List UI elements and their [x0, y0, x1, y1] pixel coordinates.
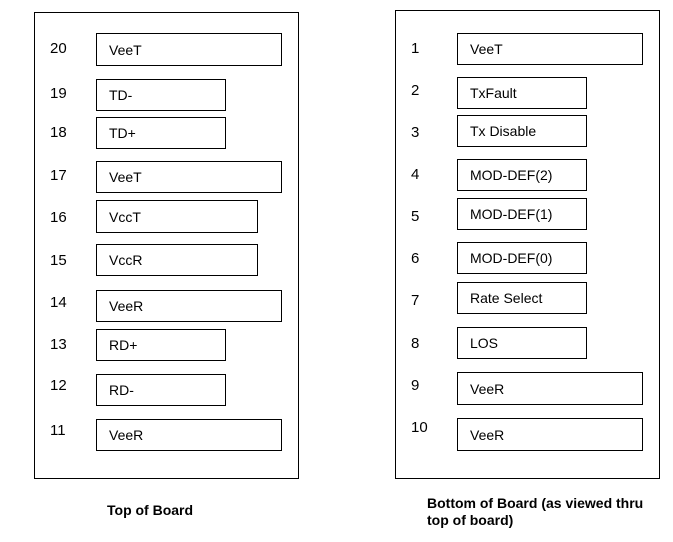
top-pin-12-number: 12 — [50, 377, 67, 394]
bottom-pin-9-number: 9 — [411, 377, 420, 394]
bottom-pin-6-number: 6 — [411, 250, 420, 267]
bottom-pin-1-label: VeeT — [457, 33, 643, 65]
bottom-pin-5-number: 5 — [411, 208, 420, 225]
bottom-pin-10-number: 10 — [411, 419, 428, 436]
bottom-board-caption: Bottom of Board (as viewed thru top of board) — [427, 495, 644, 528]
bottom-pin-8-label: LOS — [457, 327, 587, 359]
top-pin-15-label: VccR — [96, 244, 258, 276]
top-board-caption: Top of Board — [107, 502, 194, 518]
top-pin-19-number: 19 — [50, 85, 67, 102]
top-pin-20-label: VeeT — [96, 33, 282, 66]
top-pin-11-label: VeeR — [96, 419, 282, 451]
bottom-pin-5-label: MOD-DEF(1) — [457, 198, 587, 230]
bottom-pin-4-number: 4 — [411, 166, 420, 183]
bottom-pin-8-number: 8 — [411, 335, 420, 352]
bottom-pin-10-label: VeeR — [457, 418, 643, 451]
top-pin-12-label: RD- — [96, 374, 226, 406]
bottom-pin-4-label: MOD-DEF(2) — [457, 159, 587, 191]
top-pin-14-number: 14 — [50, 294, 67, 311]
bottom-pin-1-number: 1 — [411, 40, 420, 57]
top-pin-13-label: RD+ — [96, 329, 226, 361]
top-pin-20-number: 20 — [50, 40, 67, 57]
top-pin-17-label: VeeT — [96, 161, 282, 193]
top-pin-16-label: VccT — [96, 200, 258, 233]
bottom-pin-7-label: Rate Select — [457, 282, 587, 314]
top-pin-19-label: TD- — [96, 79, 226, 111]
bottom-pin-6-label: MOD-DEF(0) — [457, 242, 587, 274]
bottom-pin-3-number: 3 — [411, 124, 420, 141]
bottom-pin-2-label: TxFault — [457, 77, 587, 109]
top-pin-11-number: 11 — [50, 422, 66, 439]
bottom-pin-3-label: Tx Disable — [457, 115, 587, 147]
top-pin-15-number: 15 — [50, 252, 67, 269]
top-pin-18-label: TD+ — [96, 117, 226, 149]
bottom-pin-9-label: VeeR — [457, 372, 643, 405]
top-pin-18-number: 18 — [50, 124, 67, 141]
top-pin-14-label: VeeR — [96, 290, 282, 322]
top-pin-17-number: 17 — [50, 167, 67, 184]
bottom-pin-2-number: 2 — [411, 82, 420, 99]
bottom-pin-7-number: 7 — [411, 292, 420, 309]
top-pin-16-number: 16 — [50, 209, 67, 226]
top-pin-13-number: 13 — [50, 336, 67, 353]
